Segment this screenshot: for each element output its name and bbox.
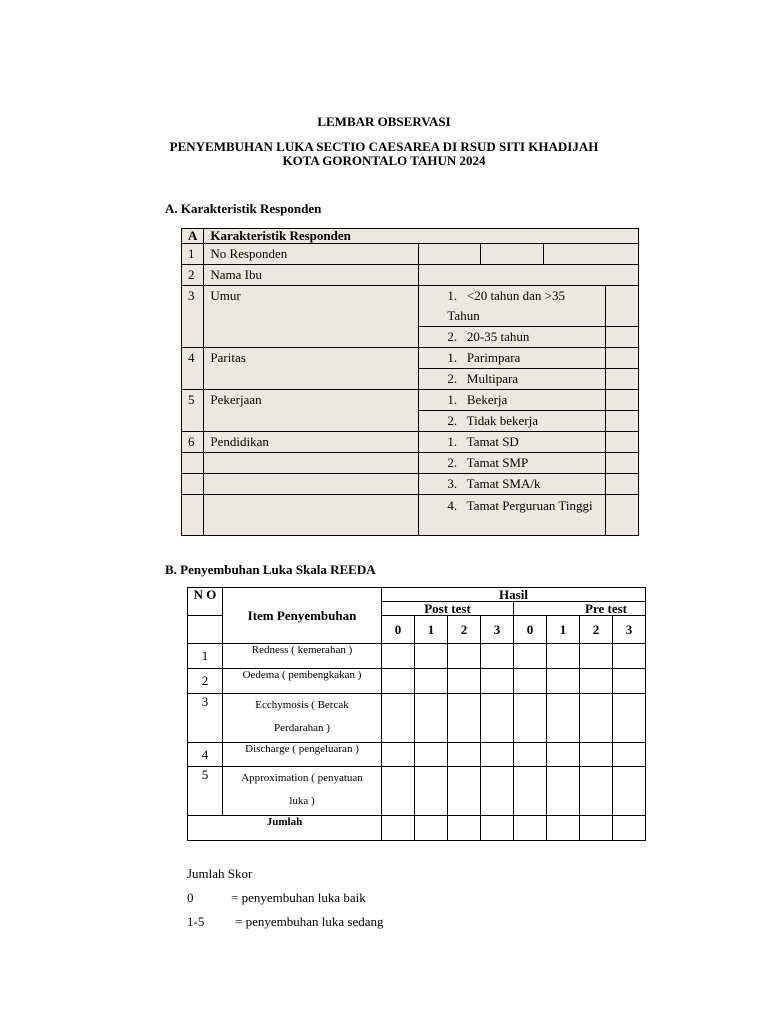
checkbox-cell[interactable] bbox=[606, 474, 639, 495]
score-cell[interactable] bbox=[415, 644, 448, 669]
respondent-characteristics-table bbox=[181, 228, 639, 536]
option-text: 2. Tamat SMP bbox=[419, 453, 606, 474]
score-header: 1 bbox=[415, 616, 448, 644]
header-col-characteristics: Karakteristik Responden bbox=[204, 229, 639, 244]
total-cell[interactable] bbox=[382, 816, 415, 841]
score-cell[interactable] bbox=[415, 669, 448, 694]
score-cell[interactable] bbox=[547, 644, 580, 669]
checkbox-cell[interactable] bbox=[606, 348, 639, 369]
section-b-heading: B. Penyembuhan Luka Skala REEDA bbox=[165, 562, 376, 577]
checkbox-cell[interactable] bbox=[606, 369, 639, 390]
score-cell[interactable] bbox=[415, 743, 448, 767]
score-header: 2 bbox=[448, 616, 481, 644]
total-cell[interactable] bbox=[415, 816, 448, 841]
score-cell[interactable] bbox=[514, 669, 547, 694]
score-cell[interactable] bbox=[382, 644, 415, 669]
row-number: 4 bbox=[182, 348, 204, 390]
header-hasil: Hasil bbox=[382, 588, 646, 602]
score-cell[interactable] bbox=[547, 743, 580, 767]
respondent-box-3[interactable] bbox=[544, 244, 639, 265]
jumlah-label: Jumlah bbox=[188, 816, 382, 841]
score-cell[interactable] bbox=[580, 743, 613, 767]
score-cell[interactable] bbox=[613, 669, 646, 694]
score-cell[interactable] bbox=[448, 644, 481, 669]
score-cell[interactable] bbox=[448, 743, 481, 767]
score-cell[interactable] bbox=[613, 644, 646, 669]
score-header: 0 bbox=[382, 616, 415, 644]
score-cell[interactable] bbox=[481, 694, 514, 743]
score-cell[interactable] bbox=[448, 669, 481, 694]
score-line-1 bbox=[187, 890, 366, 906]
score-cell[interactable] bbox=[613, 743, 646, 767]
item-label: Redness ( kemerahan ) bbox=[223, 644, 382, 669]
score-cell[interactable] bbox=[481, 767, 514, 816]
checkbox-cell[interactable] bbox=[606, 411, 639, 432]
score-summary-label: Jumlah Skor bbox=[187, 866, 253, 881]
checkbox-cell[interactable] bbox=[606, 495, 639, 536]
empty-cell bbox=[204, 453, 419, 474]
option-text: 1. Bekerja bbox=[419, 390, 606, 411]
row-number: 2 bbox=[188, 669, 223, 694]
score-cell[interactable] bbox=[514, 767, 547, 816]
reeda-scale-table bbox=[187, 587, 646, 841]
score-cell[interactable] bbox=[580, 767, 613, 816]
row-number: 5 bbox=[182, 390, 204, 432]
header-item: Item Penyembuhan bbox=[223, 588, 382, 644]
score-cell[interactable] bbox=[481, 669, 514, 694]
row-number: 5 bbox=[188, 767, 223, 816]
row-label: Umur bbox=[204, 286, 419, 348]
checkbox-cell[interactable] bbox=[606, 286, 639, 327]
option-text: 1. Parimpara bbox=[419, 348, 606, 369]
total-cell[interactable] bbox=[448, 816, 481, 841]
respondent-box-1[interactable] bbox=[419, 244, 481, 265]
option-text: 1. Tamat SD bbox=[419, 432, 606, 453]
score-cell[interactable] bbox=[547, 669, 580, 694]
row-label: Pendidikan bbox=[204, 432, 419, 453]
total-cell[interactable] bbox=[547, 816, 580, 841]
document-title: LEMBAR OBSERVASI bbox=[317, 114, 451, 129]
checkbox-cell[interactable] bbox=[606, 453, 639, 474]
score-key: 1-5 bbox=[187, 914, 205, 929]
score-cell[interactable] bbox=[481, 743, 514, 767]
total-cell[interactable] bbox=[514, 816, 547, 841]
option-text: 3. Tamat SMA/k bbox=[419, 474, 606, 495]
option-text: 4. Tamat Perguruan Tinggi bbox=[419, 495, 606, 536]
score-cell[interactable] bbox=[580, 644, 613, 669]
row-label: Paritas bbox=[204, 348, 419, 390]
row-label: Pekerjaan bbox=[204, 390, 419, 432]
checkbox-cell[interactable] bbox=[606, 327, 639, 348]
row-number: 6 bbox=[182, 432, 204, 453]
empty-cell bbox=[182, 453, 204, 474]
row-number: 2 bbox=[182, 265, 204, 286]
row-label: No Responden bbox=[204, 244, 419, 265]
total-cell[interactable] bbox=[613, 816, 646, 841]
item-label: Approximation ( penyatuan luka ) bbox=[223, 767, 382, 816]
row-number: 3 bbox=[182, 286, 204, 348]
score-cell[interactable] bbox=[514, 694, 547, 743]
item-label: Oedema ( pembengkakan ) bbox=[223, 669, 382, 694]
item-label: Ecchymosis ( Bercak Perdarahan ) bbox=[223, 694, 382, 743]
score-header: 3 bbox=[481, 616, 514, 644]
row-number: 1 bbox=[182, 244, 204, 265]
option-text: 2. 20-35 tahun bbox=[419, 327, 606, 348]
score-cell[interactable] bbox=[580, 669, 613, 694]
header-pre-test: Pre test bbox=[514, 602, 646, 616]
row-number: 3 bbox=[188, 694, 223, 743]
score-cell[interactable] bbox=[547, 694, 580, 743]
score-cell[interactable] bbox=[514, 743, 547, 767]
row-number: 1 bbox=[188, 644, 223, 669]
score-cell[interactable] bbox=[547, 767, 580, 816]
score-meaning: = penyembuhan luka sedang bbox=[235, 914, 384, 929]
header-no: N O bbox=[188, 588, 223, 616]
option-text: 2. Multipara bbox=[419, 369, 606, 390]
empty-cell bbox=[204, 495, 419, 536]
score-cell[interactable] bbox=[382, 767, 415, 816]
score-cell[interactable] bbox=[415, 767, 448, 816]
score-cell[interactable] bbox=[382, 669, 415, 694]
score-key: 0 bbox=[187, 890, 194, 905]
score-cell[interactable] bbox=[481, 644, 514, 669]
score-cell[interactable] bbox=[514, 644, 547, 669]
subtitle-line-2: KOTA GORONTALO TAHUN 2024 bbox=[282, 153, 486, 168]
score-cell[interactable] bbox=[448, 694, 481, 743]
option-text: 2. Tidak bekerja bbox=[419, 411, 606, 432]
respondent-box-2[interactable] bbox=[481, 244, 544, 265]
header-col-a: A bbox=[182, 229, 204, 244]
empty-cell bbox=[182, 474, 204, 495]
score-cell[interactable] bbox=[580, 694, 613, 743]
score-header: 2 bbox=[580, 616, 613, 644]
score-meaning: = penyembuhan luka baik bbox=[231, 890, 366, 905]
option-text: 1. <20 tahun dan >35 Tahun bbox=[419, 286, 606, 327]
score-header: 3 bbox=[613, 616, 646, 644]
row-number: 4 bbox=[188, 743, 223, 767]
empty-cell bbox=[188, 616, 223, 644]
header-post-test: Post test bbox=[382, 602, 514, 616]
score-header: 0 bbox=[514, 616, 547, 644]
score-cell[interactable] bbox=[613, 694, 646, 743]
checkbox-cell[interactable] bbox=[606, 432, 639, 453]
total-cell[interactable] bbox=[481, 816, 514, 841]
item-label: Discharge ( pengeluaran ) bbox=[223, 743, 382, 767]
total-cell[interactable] bbox=[580, 816, 613, 841]
score-cell[interactable] bbox=[382, 743, 415, 767]
score-header: 1 bbox=[547, 616, 580, 644]
subtitle-line-1: PENYEMBUHAN LUKA SECTIO CAESAREA DI RSUD SITI KHADIJAH bbox=[169, 139, 599, 154]
score-line-2 bbox=[187, 914, 383, 930]
empty-cell bbox=[204, 474, 419, 495]
mother-name-field[interactable] bbox=[419, 265, 639, 286]
section-a-heading: A. Karakteristik Responden bbox=[165, 201, 322, 216]
row-label: Nama Ibu bbox=[204, 265, 419, 286]
score-cell[interactable] bbox=[382, 694, 415, 743]
score-cell[interactable] bbox=[613, 767, 646, 816]
checkbox-cell[interactable] bbox=[606, 390, 639, 411]
score-cell[interactable] bbox=[415, 694, 448, 743]
score-cell[interactable] bbox=[448, 767, 481, 816]
empty-cell bbox=[182, 495, 204, 536]
